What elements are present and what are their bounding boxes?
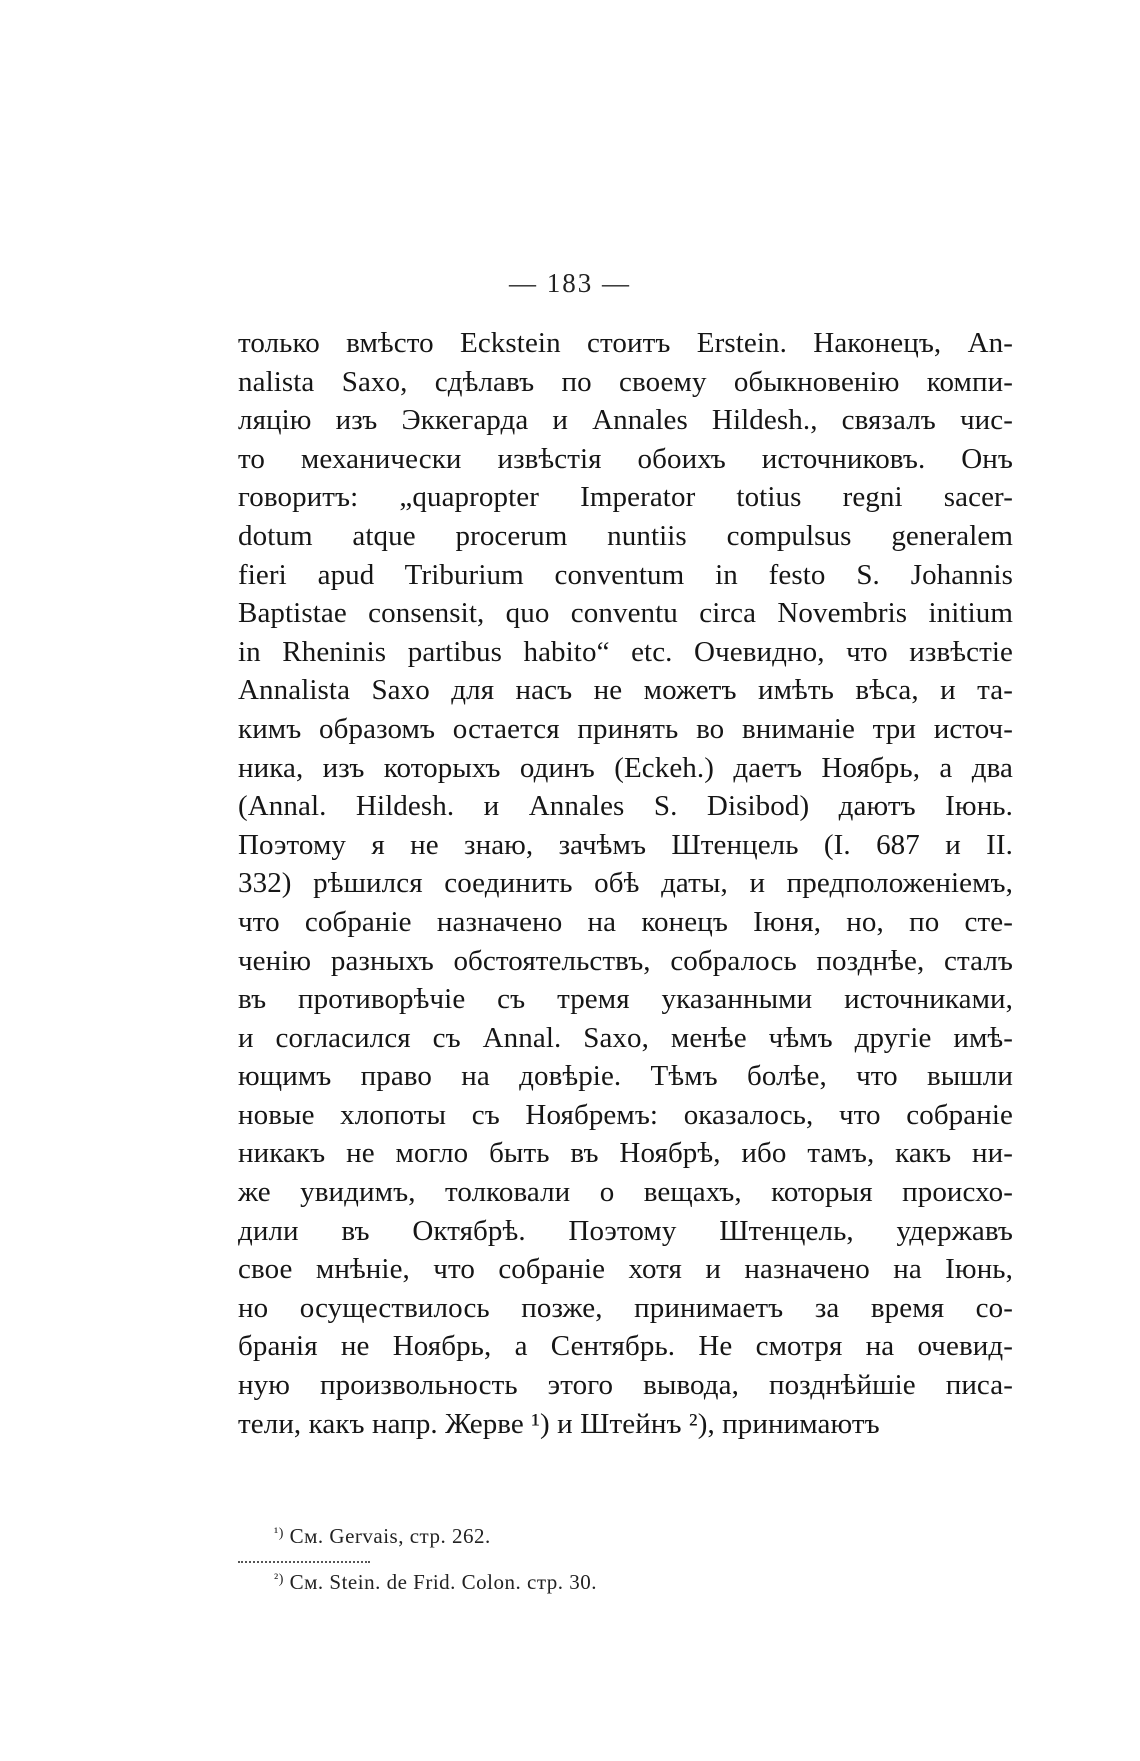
footnote-text: См. Stein. de Frid. Colon. стр. 30. — [289, 1570, 597, 1594]
text-line: но осуществилось позже, принимаетъ за время со- — [238, 1291, 1013, 1324]
text-line: Поэтому я не знаю, зачѣмъ Штенцель (I. 687 и II. — [238, 828, 1013, 861]
text-line: же увидимъ, толковали о вещахъ, которыя происхо- — [238, 1176, 1013, 1209]
footnote-text: См. Gervais, стр. 262. — [289, 1524, 491, 1548]
text-line: новые хлопоты съ Ноябремъ: оказалось, что собраніе — [238, 1098, 1013, 1131]
text-line: in Rheninis partibus habito“ etc. Очевидно, что извѣстіе — [238, 635, 1013, 668]
text-line: nalista Saxo, сдѣлавъ по своему обыкновенію компи- — [238, 365, 1013, 398]
body-text — [238, 324, 1013, 1443]
text-line: кимъ образомъ остается принять во вниманіе три источ- — [238, 712, 1013, 745]
footnote-marker: ²) — [274, 1572, 284, 1587]
text-line: ную произвольность этого вывода, позднѣйшіе писа- — [238, 1369, 1013, 1402]
text-line: fieri apud Triburium conventum in festo S. Johannis — [238, 558, 1013, 591]
text-line: никакъ не могло быть въ Ноябрѣ, ибо тамъ, какъ ни- — [238, 1137, 1013, 1170]
footnote-marker: ¹) — [274, 1526, 284, 1541]
text-line: (Annal. Hildesh. и Annales S. Disibod) даютъ Іюнь. — [238, 790, 1013, 823]
text-line: тели, какъ напр. Жерве ¹) и Штейнъ ²), принимаютъ — [238, 1407, 880, 1440]
text-line: бранія не Ноябрь, а Сентябрь. Не смотря на очевид- — [238, 1330, 1013, 1363]
text-line: въ противорѣчіе съ тремя указанными источниками, — [238, 983, 1013, 1016]
text-line: ченію разныхъ обстоятельствъ, собралось позднѣе, сталъ — [238, 944, 1013, 977]
text-line: и согласился съ Annal. Saxo, менѣе чѣмъ другіе имѣ- — [238, 1021, 1013, 1054]
text-line: Annalista Saxo для насъ не можетъ имѣть вѣса, и та- — [238, 674, 1013, 707]
text-line: dotum atque procerum nuntiis compulsus generalem — [238, 519, 1013, 552]
footnotes — [274, 1511, 874, 1603]
text-line: дили въ Октябрѣ. Поэтому Штенцель, удержавъ — [238, 1214, 1013, 1247]
text-line: говоритъ: „quapropter Imperator totius regni sacer- — [238, 481, 1013, 514]
text-line: ющимъ право на довѣріе. Тѣмъ болѣе, что вышли — [238, 1060, 1013, 1093]
text-line: ника, изъ которыхъ одинъ (Eckeh.) даетъ Ноябрь, а два — [238, 751, 1013, 784]
text-line: свое мнѣніе, что собраніе хотя и назначено на Іюнь, — [238, 1253, 1013, 1286]
text-line: что собраніе назначено на конецъ Іюня, но, по сте- — [238, 905, 1013, 938]
page-number: — 183 — — [509, 268, 631, 298]
text-line: ляцію изъ Эккегарда и Annales Hildesh., связалъ чис- — [238, 404, 1013, 437]
footnote — [274, 1557, 874, 1603]
footnote — [274, 1511, 874, 1557]
text-line: только вмѣсто Eckstein стоитъ Erstein. Наконецъ, An- — [238, 327, 1013, 359]
text-line: Baptistae consensit, quo conventu circa Novembris initium — [238, 597, 1013, 630]
text-line: 332) рѣшился соединить обѣ даты, и предположеніемъ, — [238, 867, 1013, 900]
text-line: то механически извѣстія обоихъ источниковъ. Онъ — [238, 442, 1013, 475]
